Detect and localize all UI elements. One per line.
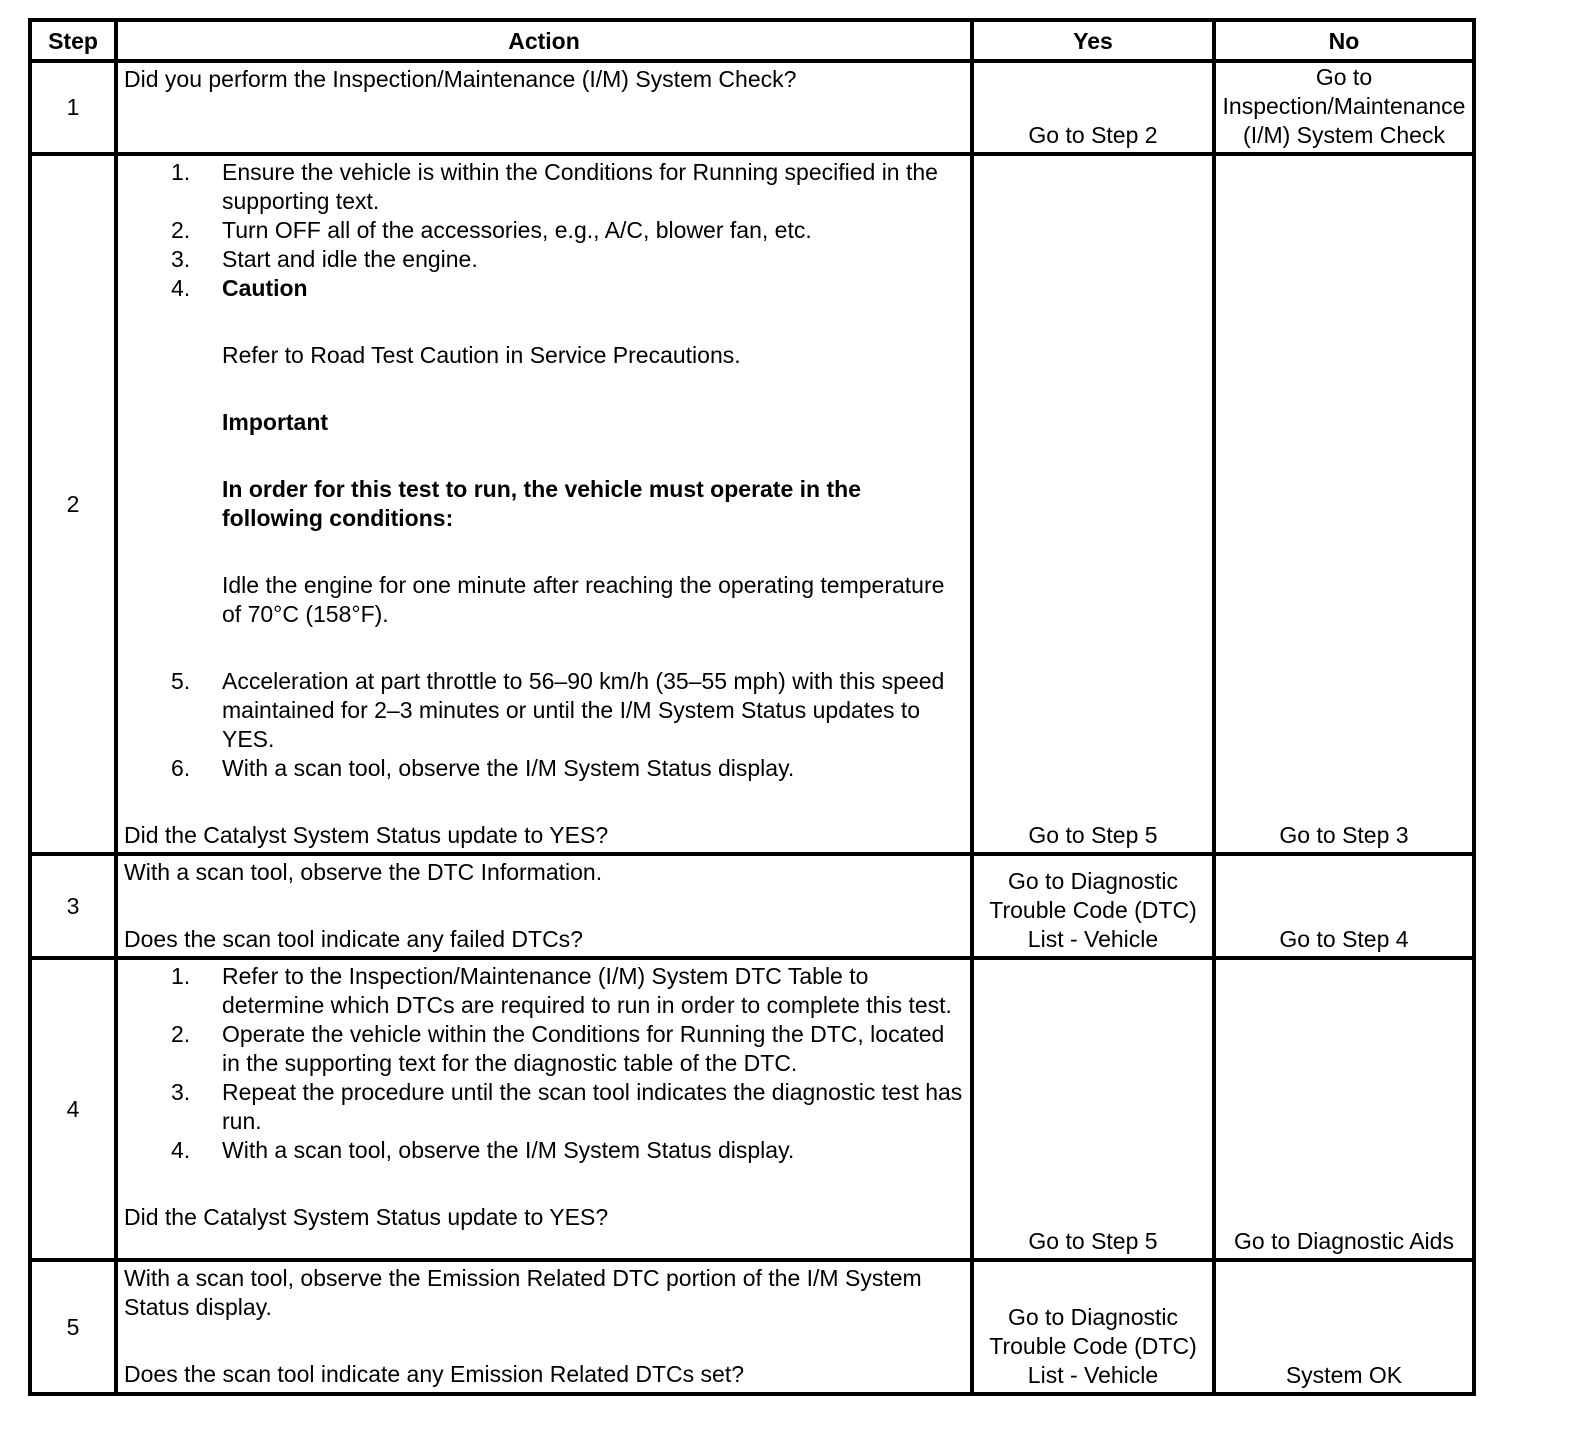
item-number: 3. bbox=[171, 1079, 191, 1105]
item-text: Turn OFF all of the accessories, e.g., A/C, blower fan, etc. bbox=[222, 217, 812, 243]
caution-text: Refer to Road Test Caution in Service Precautions. bbox=[222, 342, 741, 368]
no-cell: System OK bbox=[1214, 1260, 1474, 1394]
question-text: Did the Catalyst System Status update to YES? bbox=[124, 822, 609, 848]
item-number: 6. bbox=[171, 755, 191, 781]
yes-cell: Go to Step 5 bbox=[972, 154, 1214, 854]
item-text: Ensure the vehicle is within the Conditions for Running specified in the supporting text. bbox=[222, 159, 938, 214]
caution-title: Caution bbox=[222, 275, 308, 301]
procedure-list bbox=[124, 158, 964, 783]
yes-cell: Go to Step 2 bbox=[972, 61, 1214, 154]
table-row bbox=[30, 154, 1474, 854]
yes-cell: Go to Diagnostic Trouble Code (DTC) List - Vehicle bbox=[972, 854, 1214, 958]
list-item bbox=[124, 158, 964, 216]
action-cell bbox=[116, 1260, 972, 1394]
step-number: 5 bbox=[30, 1260, 116, 1394]
action-text: Did you perform the Inspection/Maintenance (I/M) System Check? bbox=[124, 66, 797, 92]
item-number: 4. bbox=[171, 1137, 191, 1163]
question-text: Did the Catalyst System Status update to YES? bbox=[124, 1204, 609, 1230]
step-number: 3 bbox=[30, 854, 116, 958]
yes-cell: Go to Diagnostic Trouble Code (DTC) List - Vehicle bbox=[972, 1260, 1214, 1394]
no-cell: Go to Diagnostic Aids bbox=[1214, 958, 1474, 1260]
list-item bbox=[124, 1020, 964, 1078]
diagnostic-table bbox=[28, 18, 1476, 1396]
item-number: 3. bbox=[171, 246, 191, 272]
no-cell: Go to Inspection/Maintenance (I/M) System Check bbox=[1214, 61, 1474, 154]
header-yes: Yes bbox=[972, 20, 1214, 61]
question-text: Does the scan tool indicate any Emission Related DTCs set? bbox=[124, 1361, 745, 1387]
header-action: Action bbox=[116, 20, 972, 61]
list-item bbox=[124, 216, 964, 245]
procedure-list bbox=[124, 962, 964, 1165]
important-title: Important bbox=[222, 409, 329, 435]
step-number: 1 bbox=[30, 61, 116, 154]
step-number: 2 bbox=[30, 154, 116, 854]
important-text: In order for this test to run, the vehicle must operate in the following conditions: bbox=[222, 476, 861, 531]
header-step: Step bbox=[30, 20, 116, 61]
item-number: 1. bbox=[171, 963, 191, 989]
item-number: 2. bbox=[171, 217, 191, 243]
action-text: With a scan tool, observe the Emission Related DTC portion of the I/M System Status display. bbox=[124, 1265, 922, 1320]
step-number: 4 bbox=[30, 958, 116, 1260]
action-cell bbox=[116, 854, 972, 958]
table-row bbox=[30, 61, 1474, 154]
item-text: Acceleration at part throttle to 56–90 km/h (35–55 mph) with this speed maintained for 2–3 minutes or until the I/M System Status updates to YES. bbox=[222, 668, 945, 752]
item-text: With a scan tool, observe the I/M System Status display. bbox=[222, 755, 795, 781]
table-row bbox=[30, 1260, 1474, 1394]
list-item bbox=[124, 1136, 964, 1165]
list-item bbox=[124, 274, 964, 667]
item-text: Refer to the Inspection/Maintenance (I/M) System DTC Table to determine which DTCs are required to run in order to complete this test. bbox=[222, 963, 952, 1018]
list-item bbox=[124, 754, 964, 783]
item-text: With a scan tool, observe the I/M System Status display. bbox=[222, 1137, 795, 1163]
item-text: Start and idle the engine. bbox=[222, 246, 478, 272]
question-text: Does the scan tool indicate any failed DTCs? bbox=[124, 926, 583, 952]
header-row bbox=[30, 20, 1474, 61]
list-item bbox=[124, 962, 964, 1020]
action-cell bbox=[116, 154, 972, 854]
action-cell bbox=[116, 61, 972, 154]
condition-text: Idle the engine for one minute after reaching the operating temperature of 70°C (158°F). bbox=[222, 572, 945, 627]
table-row bbox=[30, 854, 1474, 958]
list-item bbox=[124, 1078, 964, 1136]
item-number: 2. bbox=[171, 1021, 191, 1047]
list-item bbox=[124, 245, 964, 274]
table-row bbox=[30, 958, 1474, 1260]
item-number: 4. bbox=[171, 275, 191, 301]
item-text: Repeat the procedure until the scan tool indicates the diagnostic test has run. bbox=[222, 1079, 963, 1134]
item-number: 5. bbox=[171, 668, 191, 694]
action-text: With a scan tool, observe the DTC Information. bbox=[124, 859, 603, 885]
item-number: 1. bbox=[171, 159, 191, 185]
no-cell: Go to Step 3 bbox=[1214, 154, 1474, 854]
no-cell: Go to Step 4 bbox=[1214, 854, 1474, 958]
header-no: No bbox=[1214, 20, 1474, 61]
yes-cell: Go to Step 5 bbox=[972, 958, 1214, 1260]
list-item bbox=[124, 667, 964, 754]
action-cell bbox=[116, 958, 972, 1260]
item-text: Operate the vehicle within the Conditions for Running the DTC, located in the supporting text for the diagnostic table of the DTC. bbox=[222, 1021, 945, 1076]
